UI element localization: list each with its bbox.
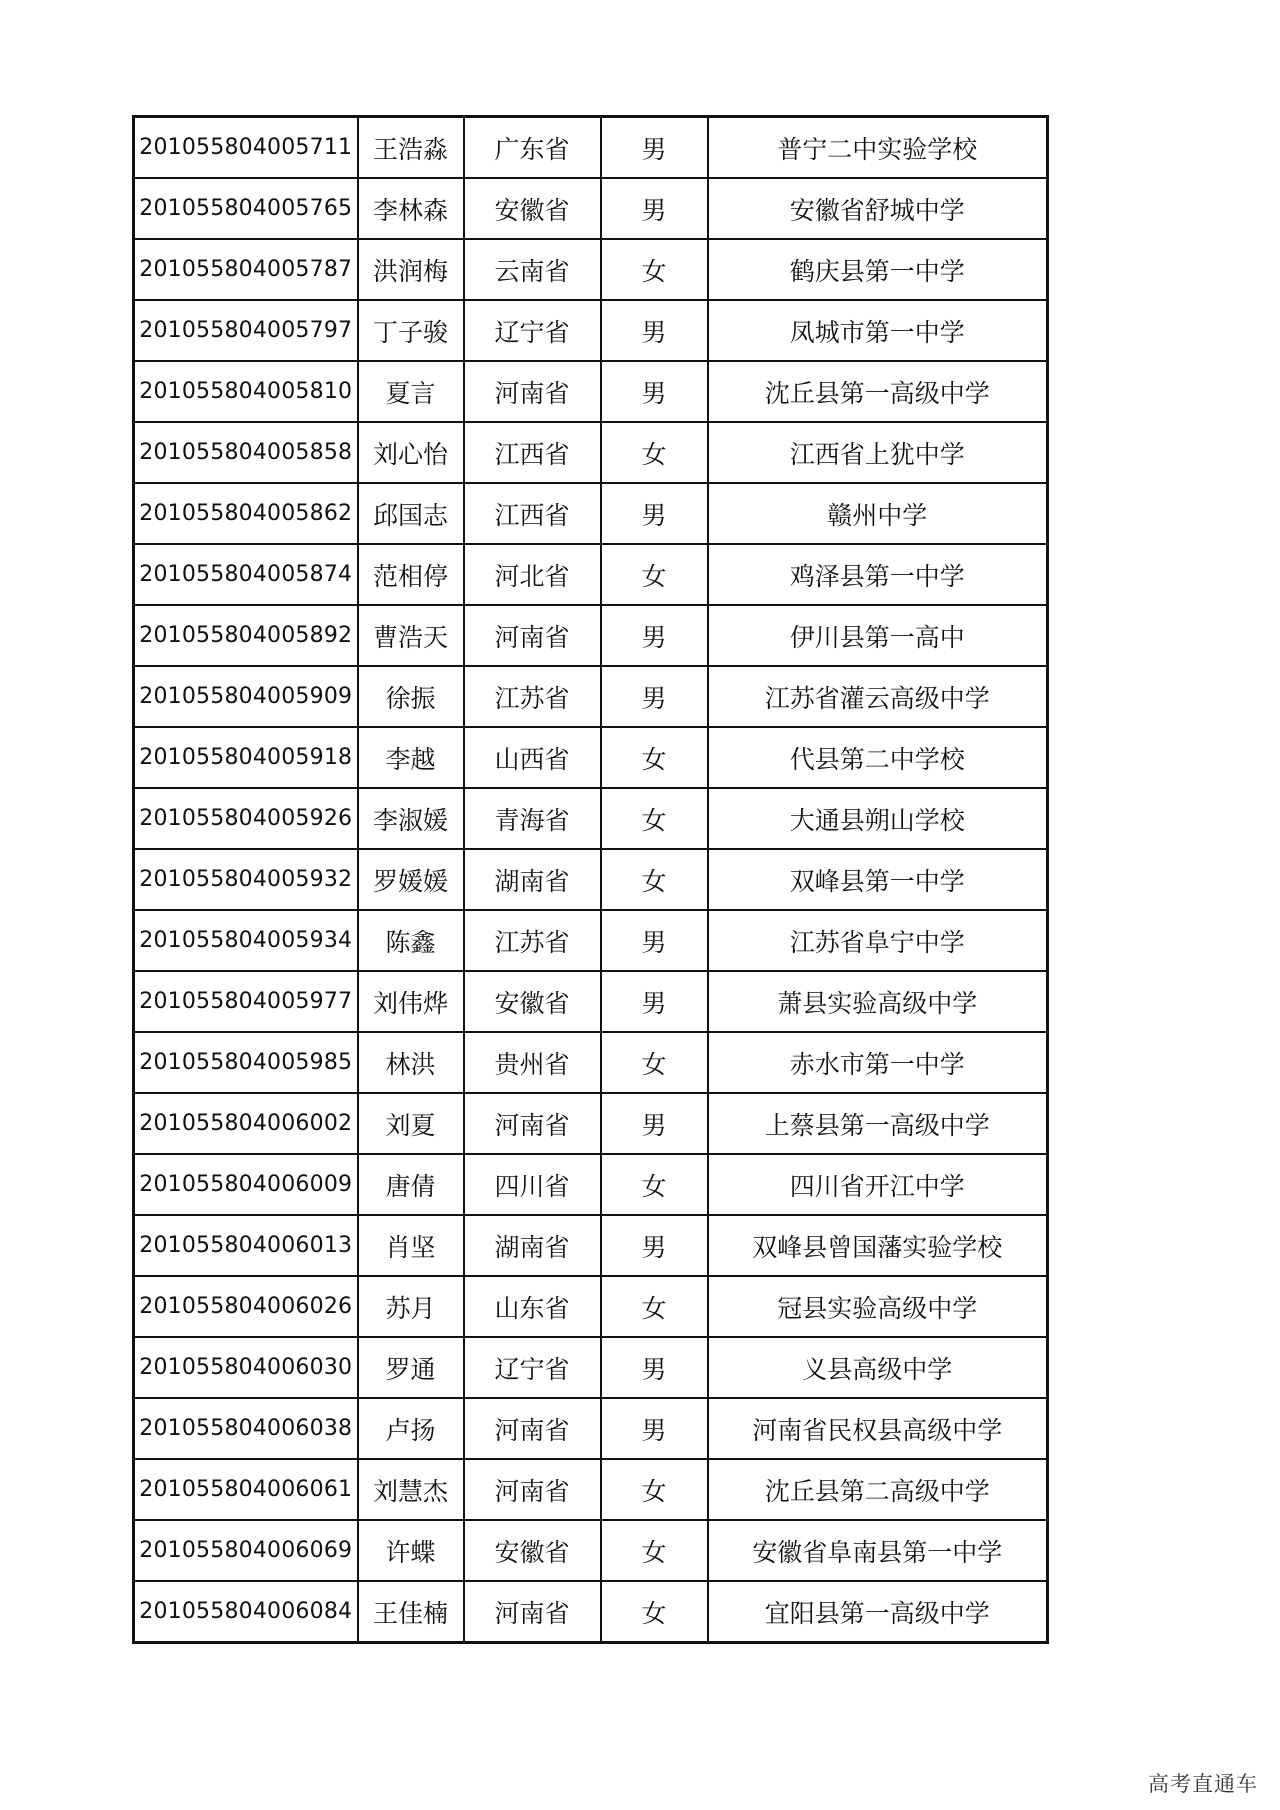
gender-cell: 女 <box>601 544 708 605</box>
gender-cell: 男 <box>601 361 708 422</box>
gender-cell: 男 <box>601 605 708 666</box>
table-row <box>134 544 1048 605</box>
gender-cell: 女 <box>601 1459 708 1520</box>
province-cell: 山西省 <box>464 727 601 788</box>
gender-cell: 女 <box>601 1581 708 1643</box>
gender-cell: 女 <box>601 1032 708 1093</box>
province-cell: 广东省 <box>464 117 601 179</box>
province-cell: 江西省 <box>464 422 601 483</box>
school-cell: 宜阳县第一高级中学 <box>708 1581 1048 1643</box>
name-cell: 曹浩天 <box>358 605 464 666</box>
school-cell: 伊川县第一高中 <box>708 605 1048 666</box>
table-row <box>134 605 1048 666</box>
name-cell: 王浩淼 <box>358 117 464 179</box>
table-row <box>134 1337 1048 1398</box>
school-cell: 四川省开江中学 <box>708 1154 1048 1215</box>
name-cell: 李淑媛 <box>358 788 464 849</box>
province-cell: 辽宁省 <box>464 300 601 361</box>
roster-body <box>134 117 1048 1643</box>
province-cell: 四川省 <box>464 1154 601 1215</box>
name-cell: 洪润梅 <box>358 239 464 300</box>
name-cell: 肖坚 <box>358 1215 464 1276</box>
student-id-cell: 201055804005918 <box>134 727 358 788</box>
name-cell: 唐倩 <box>358 1154 464 1215</box>
province-cell: 河南省 <box>464 1093 601 1154</box>
province-cell: 安徽省 <box>464 1520 601 1581</box>
student-id-cell: 201055804005985 <box>134 1032 358 1093</box>
student-id-cell: 201055804006009 <box>134 1154 358 1215</box>
name-cell: 刘心怡 <box>358 422 464 483</box>
student-id-cell: 201055804005797 <box>134 300 358 361</box>
province-cell: 云南省 <box>464 239 601 300</box>
school-cell: 义县高级中学 <box>708 1337 1048 1398</box>
school-cell: 上蔡县第一高级中学 <box>708 1093 1048 1154</box>
student-id-cell: 201055804005874 <box>134 544 358 605</box>
school-cell: 安徽省阜南县第一中学 <box>708 1520 1048 1581</box>
name-cell: 罗媛媛 <box>358 849 464 910</box>
name-cell: 陈鑫 <box>358 910 464 971</box>
table-row <box>134 1154 1048 1215</box>
gender-cell: 男 <box>601 1398 708 1459</box>
gender-cell: 男 <box>601 971 708 1032</box>
school-cell: 萧县实验高级中学 <box>708 971 1048 1032</box>
gender-cell: 女 <box>601 1154 708 1215</box>
student-id-cell: 201055804006069 <box>134 1520 358 1581</box>
school-cell: 鸡泽县第一中学 <box>708 544 1048 605</box>
school-cell: 鹤庆县第一中学 <box>708 239 1048 300</box>
table-row <box>134 483 1048 544</box>
school-cell: 赤水市第一中学 <box>708 1032 1048 1093</box>
gender-cell: 女 <box>601 1520 708 1581</box>
school-cell: 安徽省舒城中学 <box>708 178 1048 239</box>
student-id-cell: 201055804005934 <box>134 910 358 971</box>
name-cell: 李越 <box>358 727 464 788</box>
table-row <box>134 788 1048 849</box>
name-cell: 王佳楠 <box>358 1581 464 1643</box>
student-id-cell: 201055804005862 <box>134 483 358 544</box>
student-id-cell: 201055804006084 <box>134 1581 358 1643</box>
table-row <box>134 178 1048 239</box>
gender-cell: 女 <box>601 849 708 910</box>
province-cell: 山东省 <box>464 1276 601 1337</box>
student-id-cell: 201055804005810 <box>134 361 358 422</box>
student-id-cell: 201055804005932 <box>134 849 358 910</box>
student-id-cell: 201055804005711 <box>134 117 358 179</box>
province-cell: 贵州省 <box>464 1032 601 1093</box>
gender-cell: 男 <box>601 117 708 179</box>
school-cell: 代县第二中学校 <box>708 727 1048 788</box>
table-row <box>134 239 1048 300</box>
gender-cell: 女 <box>601 1276 708 1337</box>
student-id-cell: 201055804005765 <box>134 178 358 239</box>
name-cell: 卢扬 <box>358 1398 464 1459</box>
province-cell: 河南省 <box>464 605 601 666</box>
student-id-cell: 201055804006013 <box>134 1215 358 1276</box>
student-id-cell: 201055804006030 <box>134 1337 358 1398</box>
name-cell: 徐振 <box>358 666 464 727</box>
student-id-cell: 201055804006026 <box>134 1276 358 1337</box>
school-cell: 冠县实验高级中学 <box>708 1276 1048 1337</box>
gender-cell: 男 <box>601 1215 708 1276</box>
table-row <box>134 300 1048 361</box>
watermark-label: 高考直通车 <box>1148 1772 1258 1796</box>
table-row <box>134 666 1048 727</box>
student-id-cell: 201055804005909 <box>134 666 358 727</box>
name-cell: 夏言 <box>358 361 464 422</box>
gender-cell: 男 <box>601 300 708 361</box>
name-cell: 邱国志 <box>358 483 464 544</box>
province-cell: 青海省 <box>464 788 601 849</box>
school-cell: 双峰县第一中学 <box>708 849 1048 910</box>
table-row <box>134 1520 1048 1581</box>
name-cell: 李林森 <box>358 178 464 239</box>
gender-cell: 男 <box>601 666 708 727</box>
name-cell: 范相停 <box>358 544 464 605</box>
table-row <box>134 1276 1048 1337</box>
province-cell: 河南省 <box>464 1398 601 1459</box>
table-row <box>134 1093 1048 1154</box>
province-cell: 江苏省 <box>464 666 601 727</box>
gender-cell: 男 <box>601 1093 708 1154</box>
student-id-cell: 201055804005787 <box>134 239 358 300</box>
province-cell: 河南省 <box>464 1459 601 1520</box>
student-id-cell: 201055804005892 <box>134 605 358 666</box>
school-cell: 沈丘县第二高级中学 <box>708 1459 1048 1520</box>
province-cell: 江西省 <box>464 483 601 544</box>
name-cell: 罗通 <box>358 1337 464 1398</box>
name-cell: 刘慧杰 <box>358 1459 464 1520</box>
school-cell: 江苏省阜宁中学 <box>708 910 1048 971</box>
school-cell: 江西省上犹中学 <box>708 422 1048 483</box>
school-cell: 凤城市第一中学 <box>708 300 1048 361</box>
table-row <box>134 727 1048 788</box>
table-row <box>134 1581 1048 1643</box>
gender-cell: 男 <box>601 910 708 971</box>
school-cell: 江苏省灌云高级中学 <box>708 666 1048 727</box>
table-row <box>134 849 1048 910</box>
student-id-cell: 201055804005926 <box>134 788 358 849</box>
gender-cell: 女 <box>601 788 708 849</box>
gender-cell: 男 <box>601 178 708 239</box>
table-row <box>134 1459 1048 1520</box>
table-row <box>134 1398 1048 1459</box>
school-cell: 双峰县曾国藩实验学校 <box>708 1215 1048 1276</box>
name-cell: 丁子骏 <box>358 300 464 361</box>
name-cell: 苏月 <box>358 1276 464 1337</box>
name-cell: 林洪 <box>358 1032 464 1093</box>
gender-cell: 女 <box>601 727 708 788</box>
gender-cell: 男 <box>601 483 708 544</box>
province-cell: 安徽省 <box>464 971 601 1032</box>
province-cell: 安徽省 <box>464 178 601 239</box>
student-id-cell: 201055804005977 <box>134 971 358 1032</box>
gender-cell: 女 <box>601 422 708 483</box>
student-id-cell: 201055804006002 <box>134 1093 358 1154</box>
school-cell: 赣州中学 <box>708 483 1048 544</box>
school-cell: 普宁二中实验学校 <box>708 117 1048 179</box>
table-row <box>134 910 1048 971</box>
name-cell: 刘伟烨 <box>358 971 464 1032</box>
student-id-cell: 201055804005858 <box>134 422 358 483</box>
table-row <box>134 971 1048 1032</box>
table-row <box>134 1215 1048 1276</box>
table-row <box>134 422 1048 483</box>
name-cell: 许蝶 <box>358 1520 464 1581</box>
student-id-cell: 201055804006038 <box>134 1398 358 1459</box>
province-cell: 江苏省 <box>464 910 601 971</box>
table-row <box>134 117 1048 179</box>
table-row <box>134 361 1048 422</box>
province-cell: 河南省 <box>464 1581 601 1643</box>
gender-cell: 男 <box>601 1337 708 1398</box>
table-row <box>134 1032 1048 1093</box>
name-cell: 刘夏 <box>358 1093 464 1154</box>
school-cell: 沈丘县第一高级中学 <box>708 361 1048 422</box>
school-cell: 河南省民权县高级中学 <box>708 1398 1048 1459</box>
province-cell: 河南省 <box>464 361 601 422</box>
province-cell: 湖南省 <box>464 849 601 910</box>
school-cell: 大通县朔山学校 <box>708 788 1048 849</box>
student-roster-table <box>132 115 1049 1644</box>
gender-cell: 女 <box>601 239 708 300</box>
province-cell: 湖南省 <box>464 1215 601 1276</box>
student-id-cell: 201055804006061 <box>134 1459 358 1520</box>
province-cell: 辽宁省 <box>464 1337 601 1398</box>
province-cell: 河北省 <box>464 544 601 605</box>
